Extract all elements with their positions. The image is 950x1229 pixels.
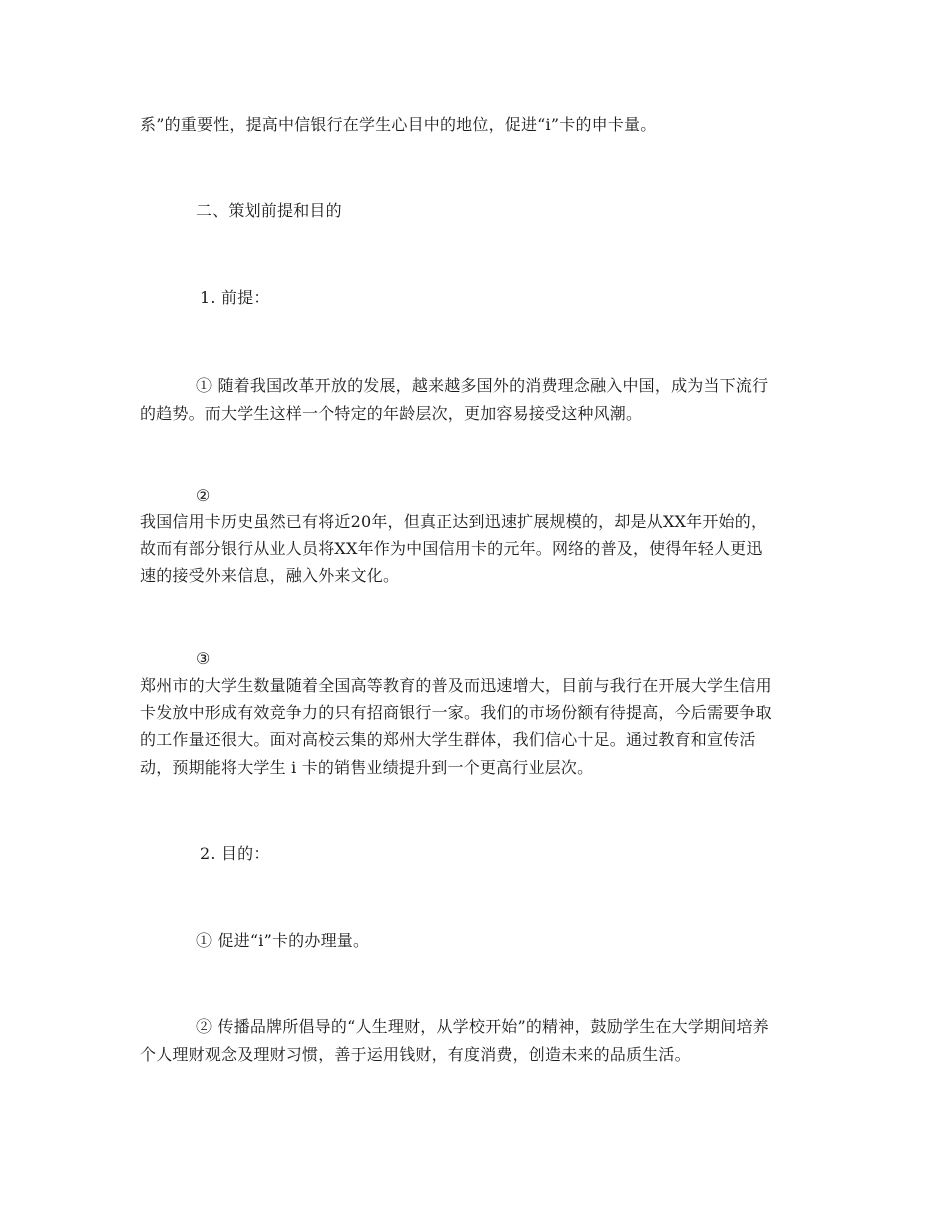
premise-item3-line2: 卡发放中形成有效竞争力的只有招商银行一家。我们的市场份额有待提高，今后需要争取 [140, 703, 772, 722]
purpose-item1: ① 促进“i”卡的办理量。 [196, 931, 370, 950]
premise-title: 1. 前提： [200, 288, 270, 307]
purpose-item2-line2: 个人理财观念及理财习惯，善于运用钱财，有度消费，创造未来的品质生活。 [140, 1045, 691, 1064]
premise-item2-marker: ② [196, 486, 211, 505]
premise-item1-line2: 的趋势。而大学生这样一个特定的年龄层次，更加容易接受这种风潮。 [140, 404, 643, 423]
premise-item3-line4: 动，预期能将大学生 i 卡的销售业绩提升到一个更高行业层次。 [140, 758, 594, 777]
premise-item3-line3: 的工作量还很大。面对高校云集的郑州大学生群体，我们信心十足。通过教育和宣传活 [140, 730, 756, 749]
purpose-item2-line1: ② 传播品牌所倡导的“人生理财，从学校开始”的精神，鼓励学生在大学期间培养 [196, 1017, 769, 1036]
purpose-title: 2. 目的： [200, 844, 270, 863]
premise-item2-line2: 故而有部分银行从业人员将XX年作为中国信用卡的元年。网络的普及，使得年轻人更迅 [140, 539, 763, 558]
section-title: 二、策划前提和目的 [196, 201, 342, 220]
opening-line: 系”的重要性，提高中信银行在学生心目中的地位，促进“i”卡的申卡量。 [140, 115, 657, 134]
premise-item2-line3: 速的接受外来信息，融入外来文化。 [140, 566, 400, 585]
premise-item3-line1: 郑州市的大学生数量随着全国高等教育的普及而迅速增大，目前与我行在开展大学生信用 [140, 676, 772, 695]
premise-item1-line1: ① 随着我国改革开放的发展，越来越多国外的消费理念融入中国，成为当下流行 [196, 376, 769, 395]
premise-item2-line1: 我国信用卡历史虽然已有将近20年，但真正达到迅速扩展规模的，却是从XX年开始的， [140, 512, 768, 531]
premise-item3-marker: ③ [196, 649, 211, 668]
